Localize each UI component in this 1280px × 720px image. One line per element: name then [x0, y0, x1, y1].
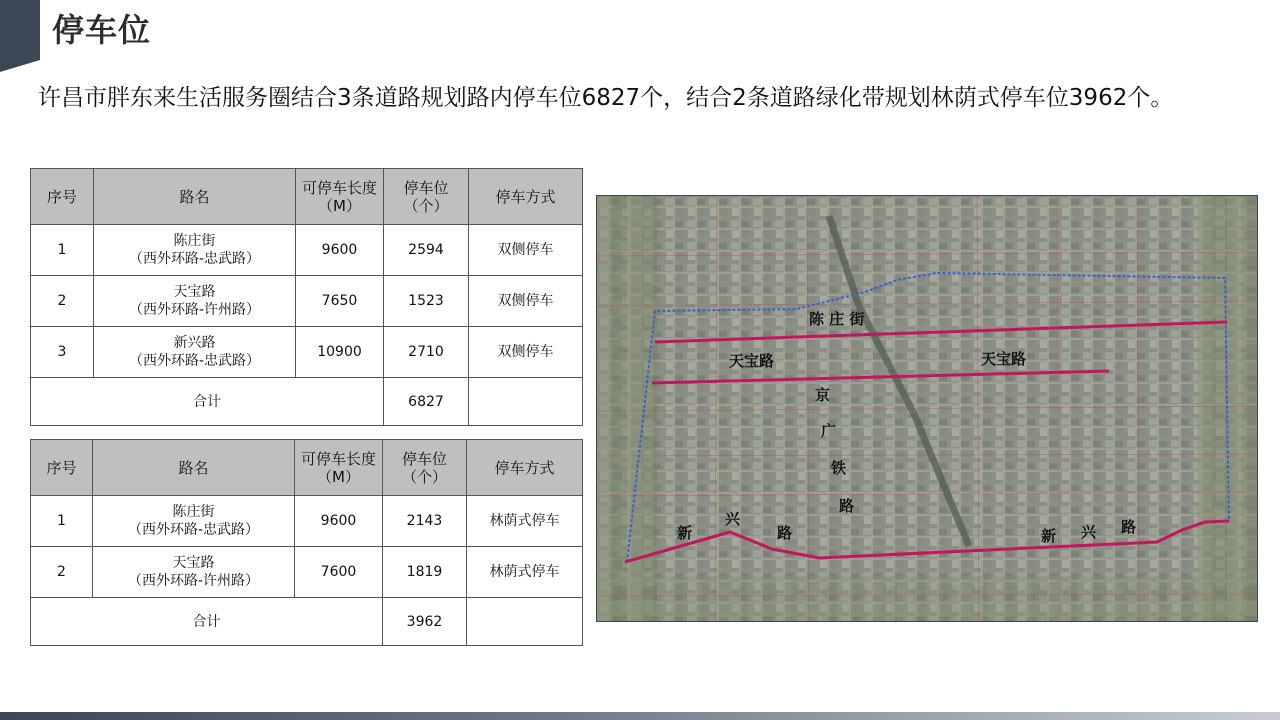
cell-mode: 双侧停车 [469, 327, 583, 378]
col-header-no: 序号 [31, 440, 93, 496]
road-range: （西外环路-许州路） [127, 573, 260, 589]
road-range: （西外环路-忠武路） [127, 522, 260, 538]
label-xinxing-right-lu: 路 [1121, 518, 1137, 536]
label-railway-lu: 路 [839, 497, 855, 515]
cell-length: 9600 [295, 496, 383, 547]
road-name: 新兴路 [173, 335, 216, 351]
table-row [31, 225, 583, 276]
label-tianbao-left: 天宝路 [729, 352, 775, 370]
cell-spaces: 1819 [383, 547, 467, 598]
col-header-mode: 停车方式 [467, 440, 583, 496]
total-empty-cell [467, 598, 583, 646]
table-row [31, 327, 583, 378]
col-header-road: 路名 [93, 440, 295, 496]
title-accent-shape [0, 0, 40, 72]
col-header-length: 可停车长度 （M） [295, 440, 383, 496]
col-header-mode: 停车方式 [469, 169, 583, 225]
cell-road [93, 547, 295, 598]
col-header-no: 序号 [31, 169, 94, 225]
cell-no: 1 [31, 496, 93, 547]
road-range: （西外环路-忠武路） [128, 251, 261, 267]
road-name: 陈庄街 [173, 233, 216, 249]
label-railway-jing: 京 [815, 386, 831, 404]
table-row [31, 547, 583, 598]
cell-road [93, 496, 295, 547]
label-railway-guang: 广 [821, 422, 837, 440]
cell-no: 2 [31, 547, 93, 598]
cell-mode: 林荫式停车 [467, 547, 583, 598]
page-title: 停车位 [52, 11, 152, 49]
table-total-row [31, 598, 583, 646]
cell-length: 7600 [295, 547, 383, 598]
label-xinxing-right-xin: 新 [1041, 527, 1057, 545]
label-xinxing-left-xin: 新 [677, 524, 693, 542]
table-total-row [31, 378, 583, 426]
satellite-map [596, 195, 1258, 622]
roadside-parking-table [30, 168, 583, 426]
map-canvas [597, 196, 1257, 621]
total-spaces: 3962 [383, 598, 467, 646]
cell-length: 10900 [296, 327, 384, 378]
label-xinxing-left-xing: 兴 [725, 510, 741, 528]
road-name: 陈庄街 [172, 504, 215, 520]
footer-bar [0, 712, 1280, 720]
col-header-spaces: 停车位 （个） [384, 169, 469, 225]
cell-spaces: 1523 [384, 276, 469, 327]
road-name: 天宝路 [172, 555, 215, 571]
total-spaces: 6827 [384, 378, 469, 426]
road-range: （西外环路-忠武路） [128, 353, 261, 369]
cell-mode: 双侧停车 [469, 225, 583, 276]
total-label: 合计 [31, 378, 384, 426]
cell-road [94, 276, 296, 327]
cell-no: 2 [31, 276, 94, 327]
label-chenzhuang-street: 陈 庄 街 [809, 310, 865, 328]
cell-road [94, 327, 296, 378]
road-range: （西外环路-许州路） [128, 302, 261, 318]
cell-no: 1 [31, 225, 94, 276]
cell-length: 9600 [296, 225, 384, 276]
cell-length: 7650 [296, 276, 384, 327]
cell-no: 3 [31, 327, 94, 378]
label-tianbao-right: 天宝路 [981, 350, 1027, 368]
green-belt-parking-table [30, 439, 583, 646]
cell-mode: 林荫式停车 [467, 496, 583, 547]
label-railway-tie: 铁 [831, 459, 847, 477]
cell-spaces: 2594 [384, 225, 469, 276]
road-name: 天宝路 [173, 284, 216, 300]
col-header-length: 可停车长度 （M） [296, 169, 384, 225]
total-empty-cell [469, 378, 583, 426]
total-label: 合计 [31, 598, 383, 646]
col-header-road: 路名 [94, 169, 296, 225]
cell-road [94, 225, 296, 276]
label-xinxing-right-xing: 兴 [1081, 523, 1097, 541]
table-header-row [31, 169, 583, 225]
cell-spaces: 2710 [384, 327, 469, 378]
table-row [31, 276, 583, 327]
table-header-row [31, 440, 583, 496]
cell-mode: 双侧停车 [469, 276, 583, 327]
col-header-spaces: 停车位 （个） [383, 440, 467, 496]
cell-spaces: 2143 [383, 496, 467, 547]
label-xinxing-left-lu: 路 [777, 524, 793, 542]
summary-text: 许昌市胖东来生活服务圈结合3条道路规划路内停车位6827个，结合2条道路绿化带规划林荫式停车位3962个。 [38, 85, 1174, 111]
table-row [31, 496, 583, 547]
